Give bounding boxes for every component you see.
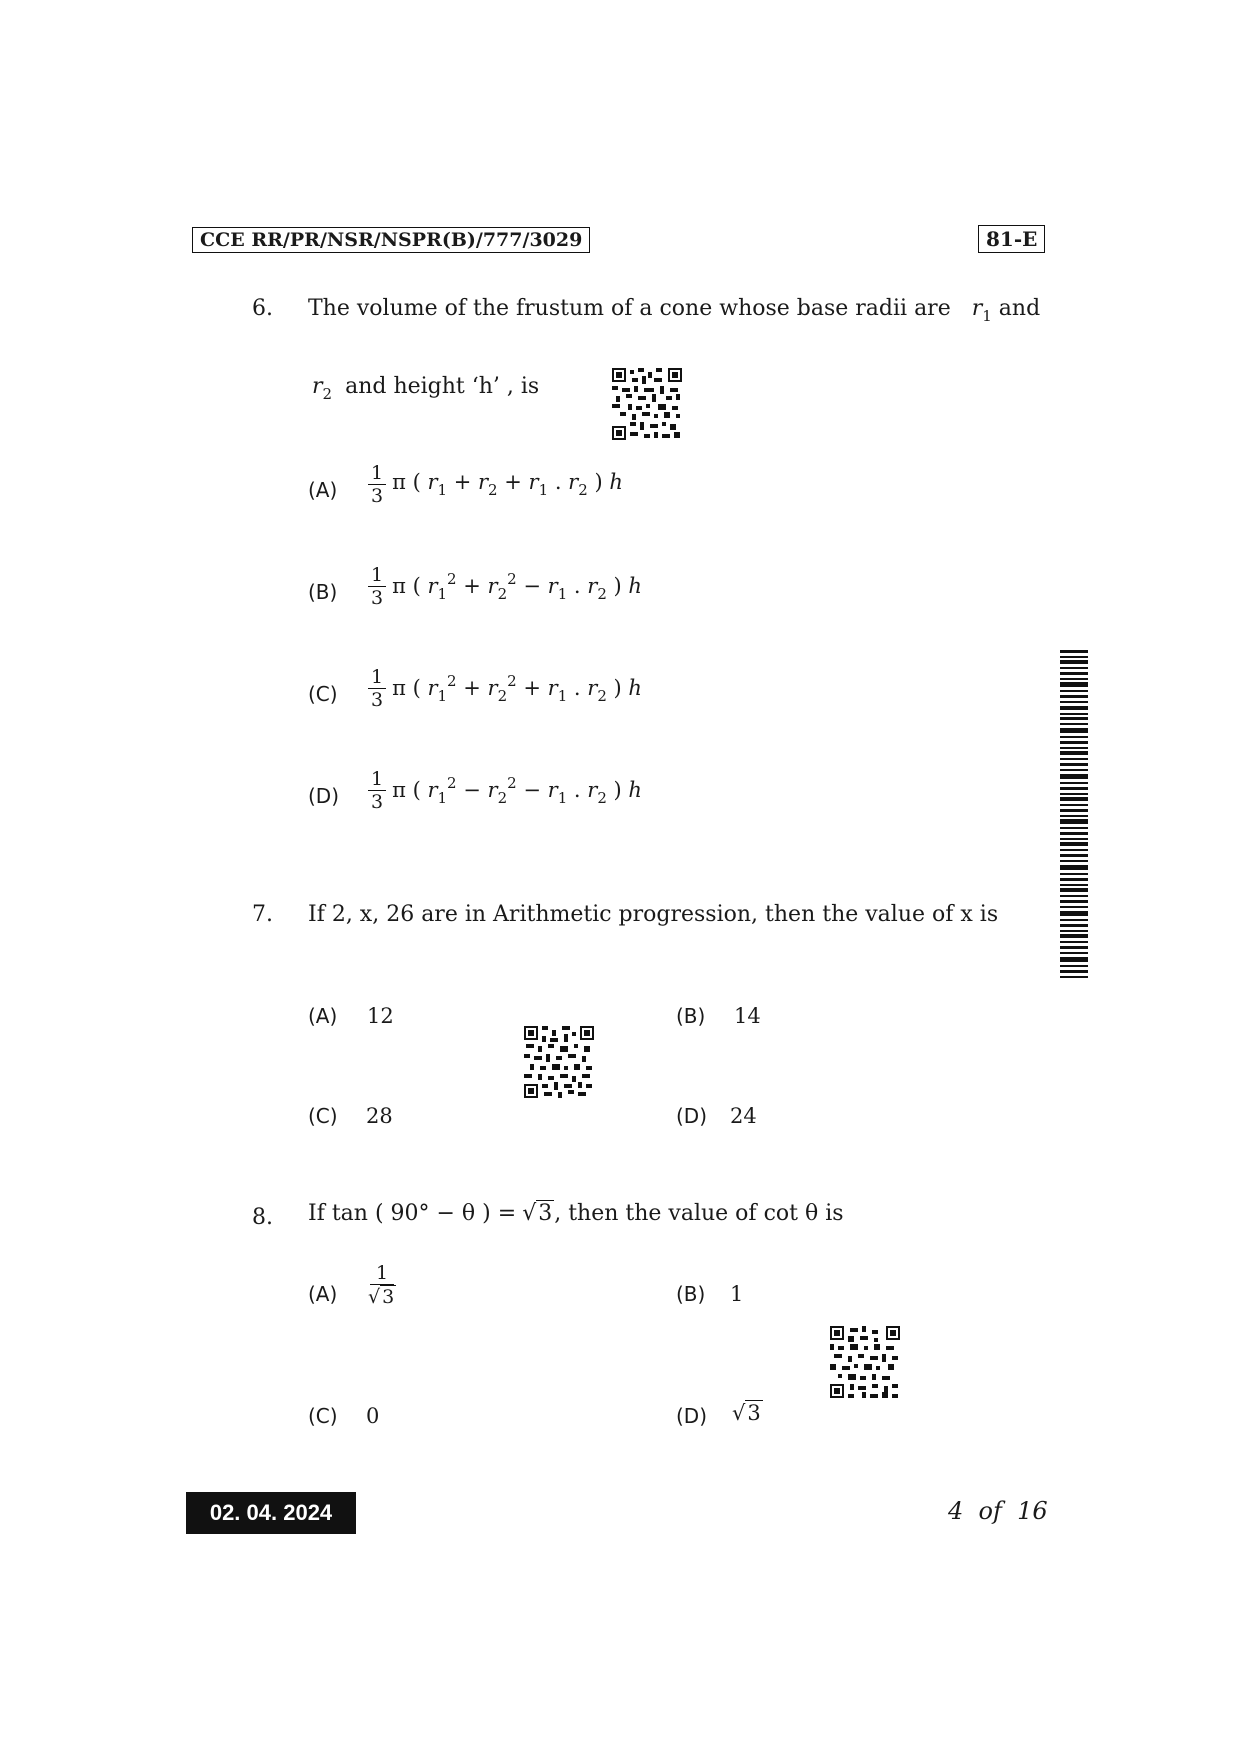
question-6-option-d: $\frac{1}{3}$ π ( $r_1^2 - r_2^2 - r_1$ . $r_2$ ) h [368,768,642,813]
question-7-option-d-label: (D) [676,1104,708,1128]
question-6-option-a-label: (A) [308,478,338,502]
qr-code-icon [830,1326,900,1398]
question-8-option-b-value: 1 [730,1282,744,1306]
question-8-option-a-label: (A) [308,1282,338,1306]
barcode-icon [1060,650,1088,980]
question-7-option-b-value: 14 [734,1004,761,1028]
question-8-option-d-value: √ 3 [732,1401,761,1425]
question-7-option-c-value: 28 [366,1104,393,1128]
page-number: 4 of 16 [948,1497,1048,1525]
question-7-option-b-label: (B) [676,1004,706,1028]
question-7-text: If 2, x, 26 are in Arithmetic progression, then the value of x is [308,902,999,927]
question-8-number: 8. [252,1205,273,1230]
question-8-option-c-label: (C) [308,1404,338,1428]
question-6-option-b: $\frac{1}{3}$ π ( $r_1^2 + r_2^2 - r_1$ . $r_2$ ) h [368,564,642,609]
qr-code-icon [612,368,682,440]
question-8-option-c-value: 0 [366,1404,380,1428]
question-6-number: 6. [252,296,273,321]
question-6-option-c: $\frac{1}{3}$ π ( $r_1^2 + r_2^2 + r_1$ . $r_2$ ) h [368,666,642,711]
question-7-option-a-label: (A) [308,1004,338,1028]
exam-date-badge: 02. 04. 2024 [186,1492,356,1534]
paper-set-badge: 81-E [978,225,1045,253]
qr-code-icon [524,1026,594,1098]
question-6-option-b-label: (B) [308,580,338,604]
question-7-option-c-label: (C) [308,1104,338,1128]
question-8-option-d-label: (D) [676,1404,708,1428]
question-6-option-d-label: (D) [308,784,340,808]
question-7-option-a-value: 12 [367,1004,394,1028]
question-6-text-line2: $r_2$ and height ‘h’ , is [312,374,540,403]
question-6-text-line1: The volume of the frustum of a cone whose base radii are $r_1$ and [308,296,1041,325]
question-6-option-a: $\frac{1}{3}$ π ( $r_1 + r_2 + r_1$ . $r_2$ ) h [368,462,623,507]
question-8-option-b-label: (B) [676,1282,706,1306]
question-7-option-d-value: 24 [730,1104,757,1128]
question-6-option-c-label: (C) [308,682,338,706]
paper-code: CCE RR/PR/NSR/NSPR(B)/777/3029 [192,227,590,253]
question-8-option-a: 1 √ 3 [368,1262,395,1308]
question-8-text: If tan ( 90° − θ ) = √ 3 , then the value of cot θ is [308,1201,844,1226]
question-7-number: 7. [252,902,273,927]
